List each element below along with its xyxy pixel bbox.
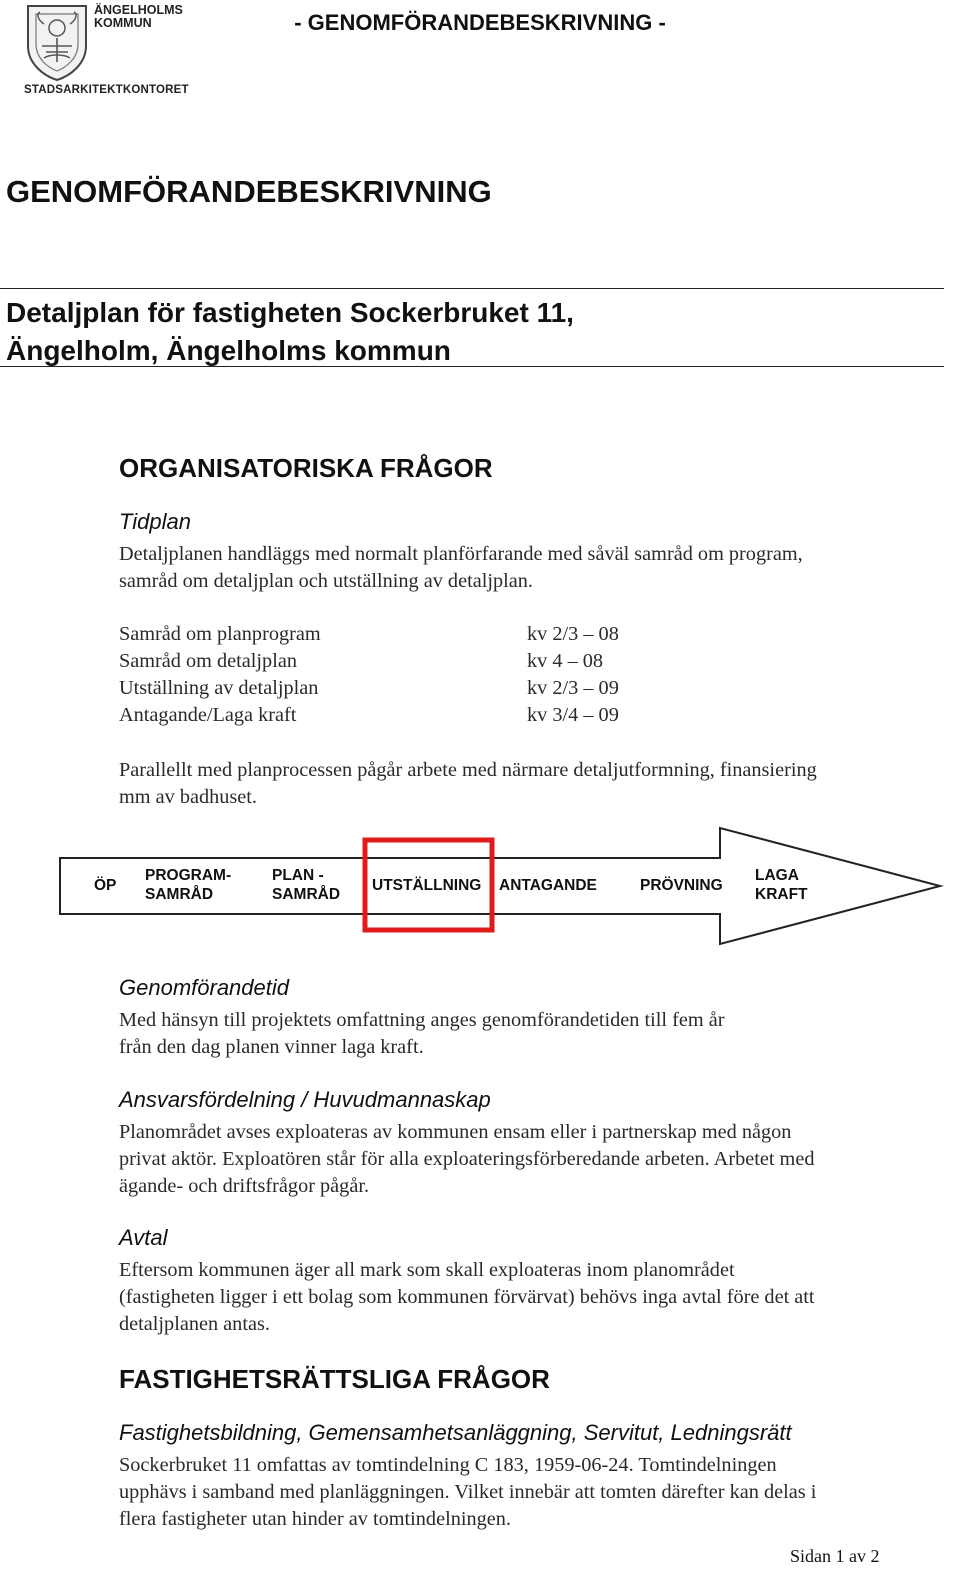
stage-utstallning: UTSTÄLLNING bbox=[372, 877, 482, 894]
logo-department: STADSARKITEKTKONTORET bbox=[24, 84, 189, 96]
heading-genomforandetid: Genomförandetid bbox=[119, 975, 289, 1000]
section-heading-fastighetsrattsliga: FASTIGHETSRÄTTSLIGA FRÅGOR bbox=[119, 1364, 550, 1394]
avtal-text: Eftersom kommunen äger all mark som skall exploateras inom planområdet (fastigheten ligger i ett bolag som kommunen förvärvat) behövs inga avtal före det att detaljplanen antas. bbox=[119, 1259, 815, 1335]
tidplan-text: Detaljplanen handläggs med normalt planförfarande med såväl samråd om program, samråd om detaljplan och utställning av detaljplan. bbox=[119, 543, 803, 592]
parallel-text: Parallellt med planprocessen pågår arbete med närmare detaljutformning, finansiering mm av badhuset. bbox=[119, 759, 817, 808]
process-arrow-diagram bbox=[56, 826, 946, 946]
heading-tidplan: Tidplan bbox=[119, 509, 191, 534]
schedule-value: kv 4 – 08 bbox=[527, 650, 604, 672]
stage-op: ÖP bbox=[94, 877, 117, 894]
heading-ansvar: Ansvarsfördelning / Huvudmannaskap bbox=[119, 1087, 491, 1112]
genomforandetid-text: Med hänsyn till projektets omfattning anges genomförandetiden till fem år från den dag planen vinner laga kraft. bbox=[119, 1009, 725, 1058]
schedule-label: Samråd om planprogram bbox=[119, 623, 321, 645]
stage-programsamrad: PROGRAM- SAMRÅD bbox=[145, 867, 232, 903]
schedule-value: kv 2/3 – 08 bbox=[527, 623, 619, 645]
schedule-table bbox=[119, 621, 679, 729]
section-heading-organisatoriska: ORGANISATORISKA FRÅGOR bbox=[119, 453, 493, 483]
top-rule bbox=[0, 288, 944, 289]
schedule-value: kv 3/4 – 09 bbox=[527, 704, 619, 726]
stage-plansamrad: PLAN - SAMRÅD bbox=[272, 867, 341, 903]
document-title: GENOMFÖRANDEBESKRIVNING bbox=[6, 174, 492, 209]
stage-antagande: ANTAGANDE bbox=[499, 877, 597, 894]
schedule-label: Utställning av detaljplan bbox=[119, 677, 319, 699]
fastighetsbildning-text: Sockerbruket 11 omfattas av tomtindelning C 183, 1959-06-24. Tomtindelningen upphävs i samband med planläggningen. Vilket innebär att tomten därefter kan delas i flera fastigheter utan hinder av tomtindelningen. bbox=[119, 1454, 817, 1530]
schedule-row bbox=[119, 648, 679, 675]
running-header: - GENOMFÖRANDEBESKRIVNING - bbox=[294, 10, 666, 35]
stage-laga-kraft: LAGA KRAFT bbox=[755, 867, 808, 903]
schedule-label: Antagande/Laga kraft bbox=[119, 704, 297, 726]
bottom-rule bbox=[0, 366, 944, 367]
heading-fastighetsbildning: Fastighetsbildning, Gemensamhetsanläggning, Servitut, Ledningsrätt bbox=[119, 1420, 792, 1445]
page-number: Sidan 1 av 2 bbox=[790, 1546, 880, 1566]
schedule-row bbox=[119, 702, 679, 729]
document-subtitle: Detaljplan för fastigheten Sockerbruket 11, Ängelholm, Ängelholms kommun bbox=[6, 297, 574, 366]
schedule-row bbox=[119, 621, 679, 648]
logo-municipality-name: ÄNGELHOLMS KOMMUN bbox=[94, 3, 183, 30]
stage-provning: PRÖVNING bbox=[640, 877, 723, 894]
ansvar-text: Planområdet avses exploateras av kommunen ensam eller i partnerskap med någon privat aktör. Exploatören står för alla exploateringsförberedande arbeten. Arbetet med ägande- och driftsfrågor pågår. bbox=[119, 1121, 815, 1197]
schedule-label: Samråd om detaljplan bbox=[119, 650, 297, 672]
schedule-row bbox=[119, 675, 679, 702]
schedule-value: kv 2/3 – 09 bbox=[527, 677, 619, 699]
heading-avtal: Avtal bbox=[119, 1225, 168, 1250]
